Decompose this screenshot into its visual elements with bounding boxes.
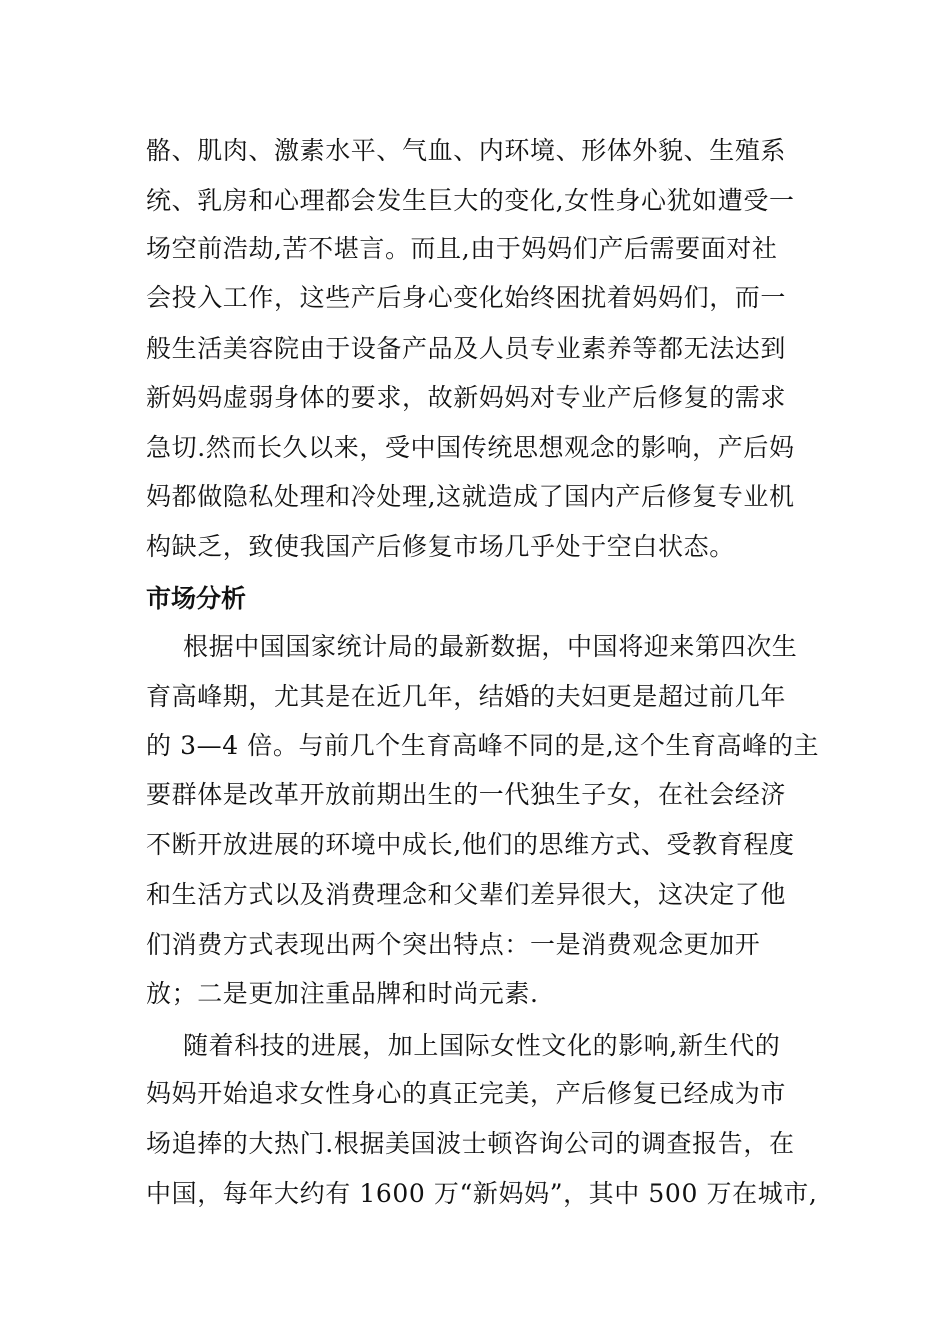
- paragraph-line: 妈妈开始追求女性身心的真正完美，产后修复已经成为市: [146, 1079, 787, 1108]
- paragraph-line: 们消费方式表现出两个突出特点：一是消费观念更加开: [146, 930, 761, 959]
- paragraph-line: 和生活方式以及消费理念和父辈们差异很大，这决定了他: [146, 880, 787, 909]
- paragraph-line: 会投入工作，这些产后身心变化始终困扰着妈妈们，而一: [146, 283, 787, 312]
- paragraph-line: 场空前浩劫,苦不堪言。而且,由于妈妈们产后需要面对社: [146, 234, 778, 263]
- paragraph-line: 的 3—4 倍。与前几个生育高峰不同的是,这个生育高峰的主: [146, 731, 820, 760]
- paragraph-line: 妈都做隐私处理和冷处理,这就造成了国内产后修复专业机: [146, 482, 795, 511]
- paragraph-line: 构缺乏，致使我国产后修复市场几乎处于空白状态。: [146, 532, 735, 561]
- paragraph-line: 放；二是更加注重品牌和时尚元素.: [146, 979, 539, 1008]
- paragraph-line: 骼、肌肉、激素水平、气血、内环境、形体外貌、生殖系: [146, 136, 787, 165]
- paragraph-line: 根据中国国家统计局的最新数据，中国将迎来第四次生: [183, 632, 798, 661]
- paragraph-line: 新妈妈虚弱身体的要求，故新妈妈对专业产后修复的需求: [146, 383, 787, 412]
- paragraph-line: 般生活美容院由于设备产品及人员专业素养等都无法达到: [146, 334, 787, 363]
- paragraph-line: 中国，每年大约有 1600 万“新妈妈”，其中 500 万在城市,: [146, 1179, 818, 1208]
- paragraph-line: 急切.然而长久以来，受中国传统思想观念的影响，产后妈: [146, 433, 795, 462]
- paragraph-line: 场追捧的大热门.根据美国波士顿咨询公司的调查报告，在: [146, 1129, 795, 1158]
- paragraph-line: 不断开放进展的环境中成长,他们的思维方式、受教育程度: [146, 830, 795, 859]
- paragraph-line: 随着科技的进展，加上国际女性文化的影响,新生代的: [183, 1031, 781, 1060]
- paragraph-line: 育高峰期，尤其是在近几年，结婚的夫妇更是超过前几年: [146, 682, 787, 711]
- paragraph-line: 要群体是改革开放前期出生的一代独生子女，在社会经济: [146, 780, 787, 809]
- section-heading-market-analysis: 市场分析: [146, 584, 247, 613]
- paragraph-line: 统、乳房和心理都会发生巨大的变化,女性身心犹如遭受一: [146, 186, 795, 215]
